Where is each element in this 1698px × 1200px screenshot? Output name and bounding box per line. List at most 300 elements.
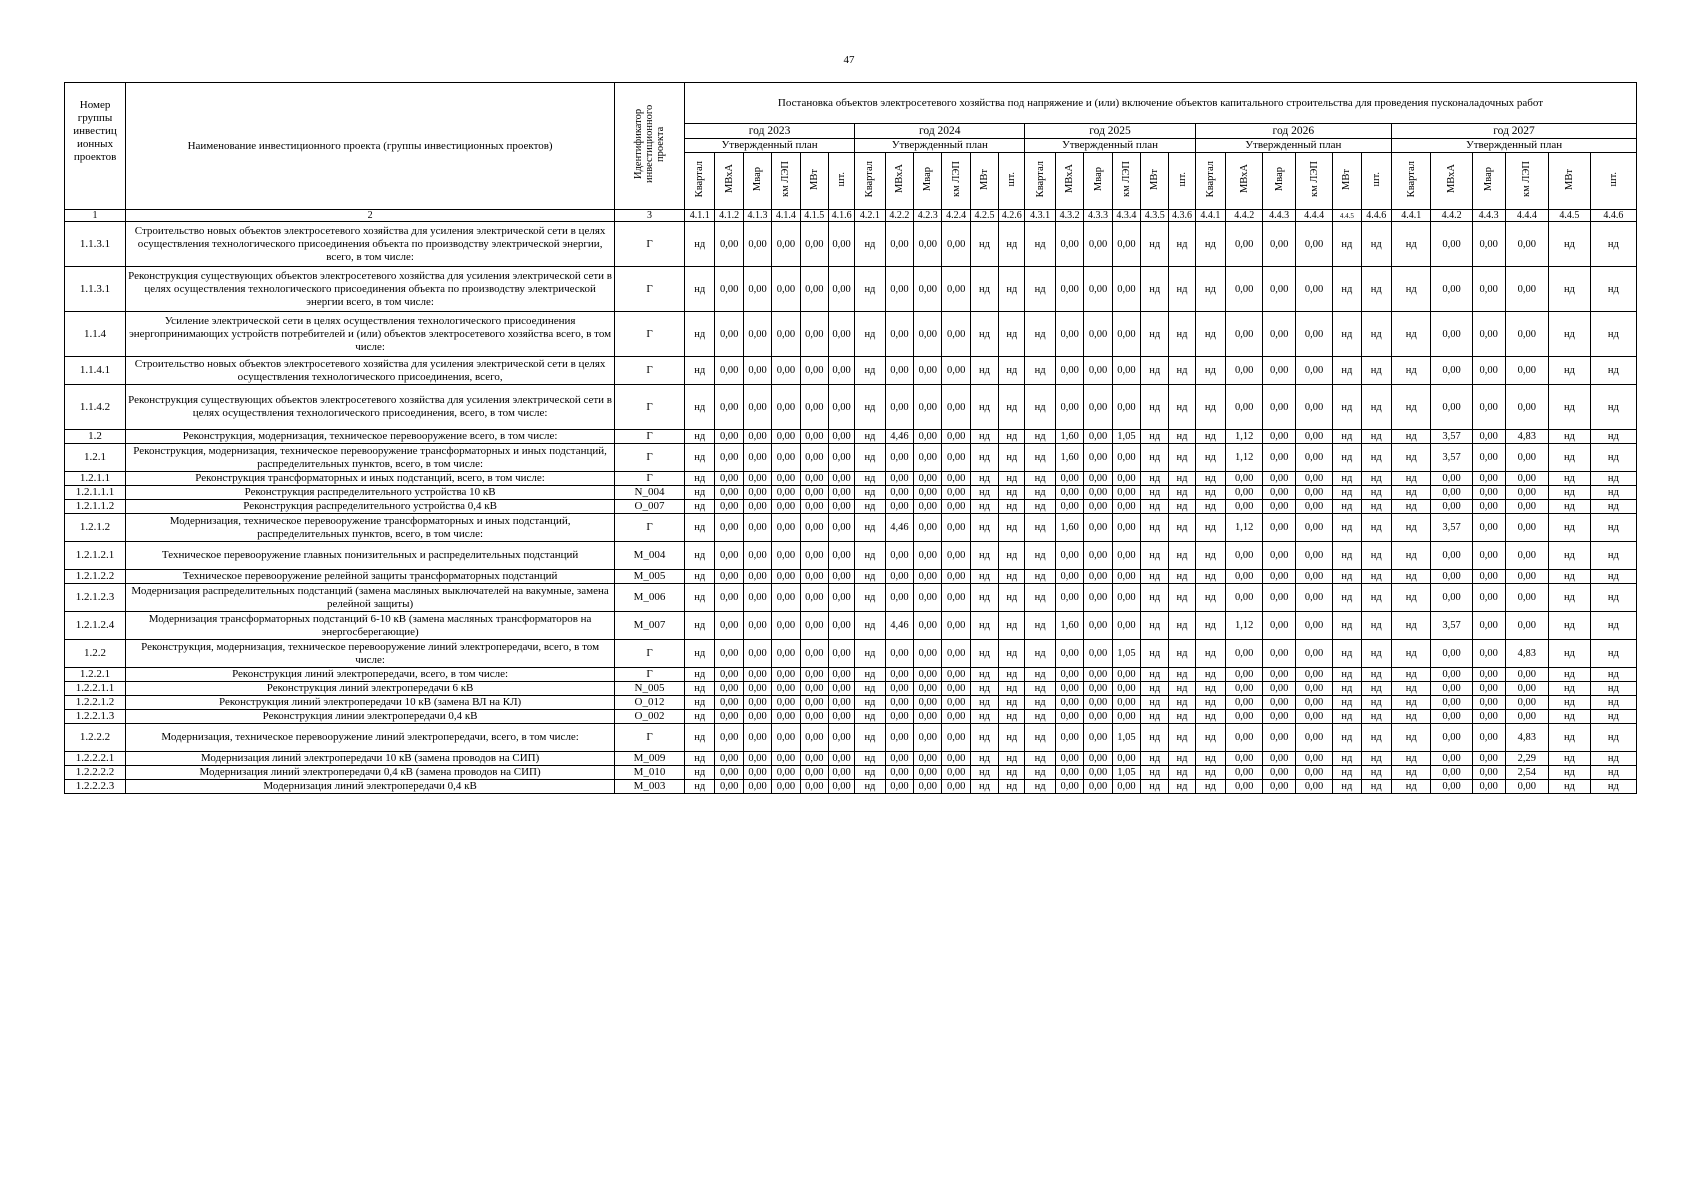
value-cell: 0,00	[942, 682, 970, 696]
value-cell: 0,00	[772, 724, 800, 752]
value-cell: 0,00	[1226, 640, 1263, 668]
value-cell: 0,00	[1084, 486, 1112, 500]
value-cell: 0,00	[743, 640, 771, 668]
project-name-cell: Реконструкция существующих объектов электросетевого хозяйства для усиления электрической сети в целях осуществления технологического присоединения объекта по производству электрической энергии всего, в том числе:	[126, 267, 615, 312]
value-cell: 0,00	[1296, 430, 1333, 444]
value-cell: нд	[855, 668, 886, 682]
value-cell: нд	[1141, 640, 1169, 668]
value-cell: 0,00	[1296, 312, 1333, 357]
value-cell: 0,00	[1296, 472, 1333, 486]
value-cell: 0,00	[1055, 472, 1083, 486]
value-cell: 0,00	[1112, 444, 1140, 472]
group-number-cell: 1.2.2.1	[65, 668, 126, 682]
value-cell: 0,00	[914, 357, 942, 385]
value-cell: 0,00	[1084, 752, 1112, 766]
project-name-cell: Модернизация линий электропередачи 0,4 кВ (замена проводов на СИП)	[126, 766, 615, 780]
group-number-cell: 1.2.1.2.1	[65, 542, 126, 570]
value-cell: нд	[970, 385, 998, 430]
value-cell: 0,00	[1084, 724, 1112, 752]
value-cell: нд	[999, 780, 1025, 794]
value-cell: нд	[855, 472, 886, 486]
value-cell: 0,00	[914, 584, 942, 612]
value-cell: 0,00	[1505, 444, 1549, 472]
project-id-cell: M_009	[615, 752, 685, 766]
value-cell: 0,00	[1084, 682, 1112, 696]
project-id-cell: Г	[615, 444, 685, 472]
column-number: 4.2.4	[942, 210, 970, 222]
value-cell: 0,00	[1263, 724, 1296, 752]
value-cell: 0,00	[1296, 385, 1333, 430]
project-name-cell: Строительство новых объектов электросетевого хозяйства для усиления электрической сети в целях осуществления технологического присоединения, всего,	[126, 357, 615, 385]
value-cell: нд	[1549, 222, 1590, 267]
value-cell: нд	[855, 444, 886, 472]
value-cell: 2,54	[1505, 766, 1549, 780]
value-cell: нд	[1361, 500, 1392, 514]
value-cell: 0,00	[1472, 222, 1505, 267]
value-cell: 0,00	[1296, 514, 1333, 542]
value-cell: 0,00	[1055, 696, 1083, 710]
value-cell: нд	[1169, 312, 1195, 357]
value-cell: 0,00	[1263, 222, 1296, 267]
value-cell: нд	[684, 612, 715, 640]
value-cell: нд	[1361, 267, 1392, 312]
value-cell: нд	[1025, 612, 1056, 640]
value-cell: нд	[970, 430, 998, 444]
value-cell: нд	[684, 682, 715, 696]
value-cell: нд	[970, 584, 998, 612]
project-name-cell: Реконструкция, модернизация, техническое перевооружение линий электропередачи, всего, в том числе:	[126, 640, 615, 668]
header-unit: МВхА	[1055, 153, 1083, 210]
column-number: 4.3.3	[1084, 210, 1112, 222]
value-cell: нд	[684, 267, 715, 312]
value-cell: 0,00	[942, 752, 970, 766]
value-cell: 0,00	[1263, 430, 1296, 444]
column-number: 4.1.6	[828, 210, 854, 222]
value-cell: 0,00	[715, 668, 743, 682]
value-cell: 0,00	[942, 385, 970, 430]
value-cell: 0,00	[1084, 640, 1112, 668]
table-row	[65, 780, 1637, 794]
value-cell: 0,00	[1431, 357, 1472, 385]
column-number: 4.1.3	[743, 210, 771, 222]
value-cell: 0,00	[942, 696, 970, 710]
value-cell: 0,00	[800, 710, 828, 724]
value-cell: 0,00	[1226, 766, 1263, 780]
value-cell: 0,00	[1505, 500, 1549, 514]
value-cell: 0,00	[800, 514, 828, 542]
value-cell: 0,00	[942, 486, 970, 500]
value-cell: 0,00	[1112, 222, 1140, 267]
value-cell: 0,00	[1431, 472, 1472, 486]
value-cell: 2,29	[1505, 752, 1549, 766]
value-cell: 0,00	[743, 486, 771, 500]
table-row	[65, 570, 1637, 584]
value-cell: 0,00	[1226, 668, 1263, 682]
value-cell: нд	[855, 780, 886, 794]
value-cell: нд	[970, 542, 998, 570]
value-cell: 0,00	[1431, 584, 1472, 612]
value-cell: 0,00	[800, 500, 828, 514]
value-cell: нд	[855, 385, 886, 430]
value-cell: нд	[1333, 612, 1361, 640]
value-cell: нд	[1169, 696, 1195, 710]
value-cell: нд	[1361, 542, 1392, 570]
value-cell: нд	[999, 766, 1025, 780]
header-year: год 2027	[1392, 124, 1637, 139]
value-cell: нд	[1392, 542, 1431, 570]
value-cell: 1,60	[1055, 444, 1083, 472]
value-cell: 0,00	[715, 752, 743, 766]
value-cell: 0,00	[743, 612, 771, 640]
value-cell: 0,00	[828, 766, 854, 780]
value-cell: нд	[1590, 640, 1636, 668]
value-cell: 1,12	[1226, 444, 1263, 472]
value-cell: 0,00	[1263, 472, 1296, 486]
value-cell: нд	[1361, 640, 1392, 668]
value-cell: нд	[1549, 267, 1590, 312]
value-cell: 0,00	[1472, 267, 1505, 312]
value-cell: 0,00	[1112, 682, 1140, 696]
value-cell: нд	[1361, 472, 1392, 486]
value-cell: 0,00	[1431, 542, 1472, 570]
value-cell: нд	[970, 640, 998, 668]
value-cell: нд	[855, 486, 886, 500]
value-cell: нд	[1361, 668, 1392, 682]
value-cell: 0,00	[715, 710, 743, 724]
value-cell: 0,00	[1226, 542, 1263, 570]
table-row	[65, 696, 1637, 710]
value-cell: 0,00	[1263, 444, 1296, 472]
value-cell: 0,00	[1505, 570, 1549, 584]
value-cell: нд	[1025, 312, 1056, 357]
value-cell: 4,46	[885, 430, 913, 444]
table-row	[65, 514, 1637, 542]
value-cell: нд	[855, 752, 886, 766]
table-row	[65, 724, 1637, 752]
value-cell: нд	[855, 430, 886, 444]
value-cell: нд	[1195, 357, 1226, 385]
value-cell: 0,00	[1505, 710, 1549, 724]
project-id-cell: Г	[615, 668, 685, 682]
value-cell: нд	[1333, 668, 1361, 682]
column-number: 1	[65, 210, 126, 222]
value-cell: 4,83	[1505, 640, 1549, 668]
value-cell: 0,00	[715, 486, 743, 500]
value-cell: нд	[999, 570, 1025, 584]
value-cell: нд	[970, 780, 998, 794]
column-number: 4.1.5	[800, 210, 828, 222]
value-cell: 0,00	[772, 444, 800, 472]
value-cell: нд	[970, 682, 998, 696]
value-cell: 0,00	[772, 682, 800, 696]
value-cell: нд	[1549, 472, 1590, 486]
group-number-cell: 1.2.2.2.3	[65, 780, 126, 794]
value-cell: 0,00	[914, 724, 942, 752]
value-cell: нд	[1025, 444, 1056, 472]
value-cell: 0,00	[1055, 584, 1083, 612]
value-cell: нд	[1590, 682, 1636, 696]
value-cell: нд	[1195, 766, 1226, 780]
value-cell: нд	[855, 766, 886, 780]
project-id-cell: M_007	[615, 612, 685, 640]
value-cell: нд	[1392, 640, 1431, 668]
value-cell: нд	[1361, 682, 1392, 696]
value-cell: 0,00	[942, 584, 970, 612]
value-cell: нд	[1549, 357, 1590, 385]
value-cell: 0,00	[885, 780, 913, 794]
value-cell: нд	[1392, 710, 1431, 724]
value-cell: нд	[1590, 696, 1636, 710]
column-number: 4.4.4	[1505, 210, 1549, 222]
value-cell: нд	[1025, 570, 1056, 584]
value-cell: 0,00	[715, 472, 743, 486]
value-cell: нд	[1025, 682, 1056, 696]
value-cell: 0,00	[942, 222, 970, 267]
column-number: 4.2.3	[914, 210, 942, 222]
column-number: 4.2.2	[885, 210, 913, 222]
value-cell: 0,00	[743, 542, 771, 570]
value-cell: 0,00	[1263, 570, 1296, 584]
value-cell: 0,00	[885, 500, 913, 514]
value-cell: 0,00	[914, 710, 942, 724]
value-cell: нд	[1549, 500, 1590, 514]
value-cell: 0,00	[743, 724, 771, 752]
value-cell: нд	[1590, 267, 1636, 312]
table-row	[65, 222, 1637, 267]
value-cell: нд	[1169, 710, 1195, 724]
value-cell: 0,00	[942, 710, 970, 724]
value-cell: 0,00	[885, 584, 913, 612]
value-cell: 0,00	[885, 312, 913, 357]
value-cell: 0,00	[1296, 682, 1333, 696]
header-unit: МВт	[1549, 153, 1590, 210]
value-cell: нд	[1169, 500, 1195, 514]
value-cell: 0,00	[1505, 357, 1549, 385]
value-cell: 0,00	[828, 640, 854, 668]
value-cell: 0,00	[1055, 682, 1083, 696]
value-cell: 0,00	[942, 444, 970, 472]
project-name-cell: Реконструкция трансформаторных и иных подстанций, всего, в том числе:	[126, 472, 615, 486]
project-name-cell: Модернизация линий электропередачи 0,4 кВ	[126, 780, 615, 794]
investment-table	[64, 82, 1637, 794]
value-cell: нд	[855, 267, 886, 312]
value-cell: 0,00	[828, 444, 854, 472]
header-unit: Мвар	[1472, 153, 1505, 210]
value-cell: 0,00	[743, 430, 771, 444]
header-unit: Мвар	[1263, 153, 1296, 210]
value-cell: 0,00	[1055, 752, 1083, 766]
column-number: 4.1.2	[715, 210, 743, 222]
value-cell: 0,00	[1472, 486, 1505, 500]
value-cell: 0,00	[828, 612, 854, 640]
value-cell: 0,00	[885, 570, 913, 584]
value-cell: 0,00	[942, 612, 970, 640]
value-cell: 0,00	[1112, 357, 1140, 385]
header-unit: шт.	[1590, 153, 1636, 210]
value-cell: 0,00	[800, 696, 828, 710]
value-cell: нд	[1590, 752, 1636, 766]
value-cell: 0,00	[885, 385, 913, 430]
value-cell: нд	[1333, 312, 1361, 357]
value-cell: 0,00	[1472, 724, 1505, 752]
table-row	[65, 710, 1637, 724]
column-number: 4.1.1	[684, 210, 715, 222]
value-cell: 0,00	[715, 514, 743, 542]
value-cell: нд	[970, 612, 998, 640]
value-cell: 0,00	[1084, 570, 1112, 584]
value-cell: нд	[1361, 696, 1392, 710]
value-cell: нд	[1361, 570, 1392, 584]
project-name-cell: Реконструкция линий электропередачи, всего, в том числе:	[126, 668, 615, 682]
value-cell: 0,00	[772, 570, 800, 584]
value-cell: нд	[1141, 514, 1169, 542]
value-cell: нд	[999, 385, 1025, 430]
value-cell: 0,00	[1431, 570, 1472, 584]
value-cell: нд	[1195, 682, 1226, 696]
value-cell: нд	[1169, 766, 1195, 780]
header-unit: МВхА	[715, 153, 743, 210]
value-cell: нд	[1361, 430, 1392, 444]
value-cell: нд	[999, 752, 1025, 766]
value-cell: нд	[1549, 682, 1590, 696]
header-unit: МВт	[800, 153, 828, 210]
value-cell: нд	[1361, 312, 1392, 357]
value-cell: 0,00	[743, 222, 771, 267]
group-number-cell: 1.1.3.1	[65, 267, 126, 312]
value-cell: 0,00	[800, 444, 828, 472]
header-unit: МВт	[1333, 153, 1361, 210]
project-id-cell: Г	[615, 472, 685, 486]
value-cell: 0,00	[914, 682, 942, 696]
table-row	[65, 267, 1637, 312]
value-cell: 0,00	[914, 766, 942, 780]
value-cell: 1,60	[1055, 430, 1083, 444]
value-cell: нд	[1025, 486, 1056, 500]
value-cell: 0,00	[885, 472, 913, 486]
value-cell: нд	[1195, 472, 1226, 486]
value-cell: нд	[999, 430, 1025, 444]
value-cell: 0,00	[1505, 312, 1549, 357]
value-cell: 0,00	[1263, 542, 1296, 570]
column-number: 4.4.3	[1263, 210, 1296, 222]
value-cell: нд	[1195, 640, 1226, 668]
value-cell: 0,00	[914, 385, 942, 430]
value-cell: 0,00	[743, 584, 771, 612]
value-cell: 0,00	[1296, 696, 1333, 710]
value-cell: нд	[1549, 668, 1590, 682]
value-cell: нд	[1392, 696, 1431, 710]
header-plan: Утвержденный план	[1025, 139, 1195, 153]
value-cell: 0,00	[800, 486, 828, 500]
value-cell: 0,00	[885, 357, 913, 385]
value-cell: 0,00	[1431, 640, 1472, 668]
project-id-cell: Г	[615, 357, 685, 385]
value-cell: нд	[855, 710, 886, 724]
value-cell: 0,00	[1263, 385, 1296, 430]
value-cell: 0,00	[743, 752, 771, 766]
value-cell: 0,00	[1472, 357, 1505, 385]
value-cell: нд	[1590, 584, 1636, 612]
value-cell: 0,00	[772, 766, 800, 780]
value-cell: нд	[1333, 682, 1361, 696]
value-cell: 0,00	[800, 385, 828, 430]
value-cell: нд	[1392, 752, 1431, 766]
value-cell: нд	[1549, 385, 1590, 430]
value-cell: нд	[1141, 780, 1169, 794]
value-cell: нд	[1590, 222, 1636, 267]
value-cell: нд	[1169, 724, 1195, 752]
value-cell: нд	[999, 612, 1025, 640]
header-year: год 2023	[684, 124, 854, 139]
value-cell: 3,57	[1431, 430, 1472, 444]
project-id-cell: M_003	[615, 780, 685, 794]
value-cell: 0,00	[914, 430, 942, 444]
value-cell: нд	[1141, 682, 1169, 696]
value-cell: 0,00	[1472, 542, 1505, 570]
value-cell: нд	[684, 312, 715, 357]
table-row	[65, 612, 1637, 640]
value-cell: нд	[855, 357, 886, 385]
value-cell: 0,00	[1263, 780, 1296, 794]
project-id-cell: M_004	[615, 542, 685, 570]
value-cell: нд	[999, 357, 1025, 385]
table-row	[65, 682, 1637, 696]
value-cell: 0,00	[772, 486, 800, 500]
value-cell: нд	[1361, 222, 1392, 267]
value-cell: 0,00	[1226, 385, 1263, 430]
value-cell: 0,00	[1431, 766, 1472, 780]
value-cell: 0,00	[1084, 267, 1112, 312]
value-cell: 0,00	[1084, 668, 1112, 682]
value-cell: нд	[1392, 222, 1431, 267]
value-cell: нд	[970, 724, 998, 752]
value-cell: 0,00	[1263, 752, 1296, 766]
value-cell: нд	[1549, 486, 1590, 500]
project-name-cell: Модернизация линий электропередачи 10 кВ (замена проводов на СИП)	[126, 752, 615, 766]
project-id-cell: Г	[615, 312, 685, 357]
value-cell: 0,00	[1112, 500, 1140, 514]
value-cell: нд	[1333, 542, 1361, 570]
value-cell: 0,00	[743, 570, 771, 584]
column-number: 3	[615, 210, 685, 222]
value-cell: 0,00	[914, 444, 942, 472]
value-cell: 0,00	[800, 222, 828, 267]
value-cell: 0,00	[914, 668, 942, 682]
group-number-cell: 1.2.1.1.2	[65, 500, 126, 514]
value-cell: 0,00	[743, 385, 771, 430]
header-unit: шт.	[1361, 153, 1392, 210]
value-cell: 0,00	[1112, 612, 1140, 640]
value-cell: 0,00	[1472, 385, 1505, 430]
column-number: 4.4.1	[1392, 210, 1431, 222]
value-cell: 0,00	[828, 570, 854, 584]
group-number-cell: 1.1.4.1	[65, 357, 126, 385]
value-cell: нд	[1195, 542, 1226, 570]
value-cell: 0,00	[1055, 780, 1083, 794]
table-row	[65, 486, 1637, 500]
value-cell: нд	[855, 584, 886, 612]
value-cell: 0,00	[885, 682, 913, 696]
header-project-name: Наименование инвестиционного проекта (группы инвестиционных проектов)	[126, 83, 615, 210]
value-cell: 0,00	[1296, 780, 1333, 794]
header-main-title: Постановка объектов электросетевого хозяйства под напряжение и (или) включение объектов капитального строительства для проведения пусконаладочных работ	[684, 83, 1636, 124]
value-cell: 0,00	[1505, 472, 1549, 486]
value-cell: 0,00	[828, 668, 854, 682]
value-cell: нд	[684, 514, 715, 542]
group-number-cell: 1.2	[65, 430, 126, 444]
value-cell: 0,00	[1505, 542, 1549, 570]
project-name-cell: Модернизация, техническое перевооружение трансформаторных и иных подстанций, распределительных пунктов, всего, в том числе:	[126, 514, 615, 542]
